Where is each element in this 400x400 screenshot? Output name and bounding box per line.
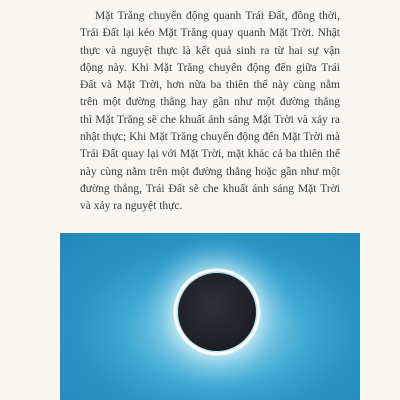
eclipse-paragraph: [80, 8, 340, 216]
paragraph-line: thì Mặt Trăng sẽ che khuất ánh sáng Mặt Trời và xảy ra: [80, 113, 340, 126]
paragraph-line: Mặt Trăng chuyển động quanh Trái Đất, đồng thời,: [95, 10, 340, 22]
paragraph-line: trên một đường thẳng hay gần như một đường thẳng: [80, 96, 340, 109]
solar-eclipse-photo: [60, 233, 360, 400]
paragraph-line: nhật thực; Khi Mặt Trăng chuyển động đến Mặt Trời mà: [80, 131, 340, 144]
paragraph-line: Trái Đất lại kéo Mặt Trăng quay quanh Mặt Trời. Nhật: [80, 27, 340, 40]
moon-disk: [178, 273, 256, 351]
paragraph-line: Đất và Mặt Trời, hơn nữa ba thiên thể này cùng nằm: [80, 79, 340, 92]
paragraph-line: đường thẳng, Trái Đất sẽ che khuất ánh sáng Mặt Trời: [80, 182, 340, 195]
paragraph-line: thực và nguyệt thực là kết quả sinh ra từ hai sự vận: [80, 44, 340, 57]
paragraph-line: Trái Đất quay lại với Mặt Trời, mặt khác cả ba thiên thể: [80, 148, 340, 161]
paragraph-line: và xảy ra nguyệt thực.: [80, 200, 183, 213]
paragraph-line: động này. Khi Mặt Trăng chuyển động đến giữa Trái: [80, 61, 340, 74]
solar-eclipse-illustration: [60, 233, 360, 400]
paragraph-line: này cùng nằm trên một đường thẳng hoặc gần như một: [80, 165, 340, 178]
